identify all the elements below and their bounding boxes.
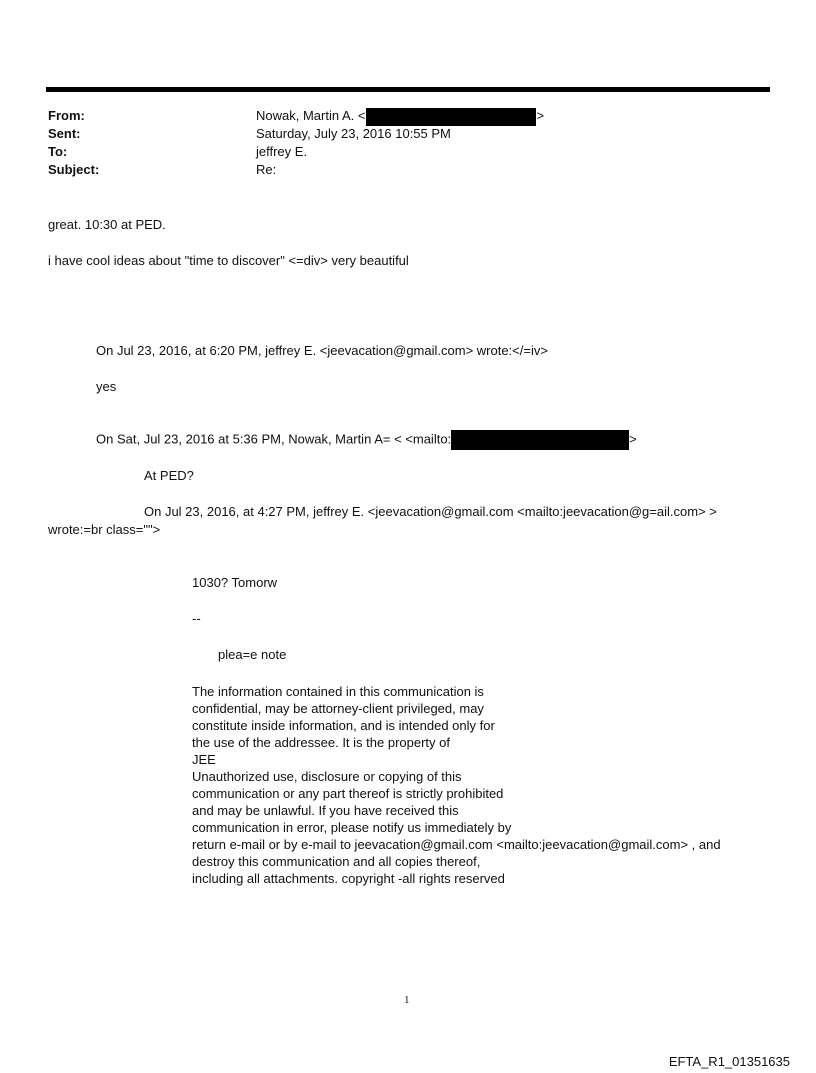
from-bracket: > [536, 108, 545, 123]
redaction-block [366, 108, 536, 126]
quote2-header-text: On Sat, Jul 23, 2016 at 5:36 PM, Nowak, Martin A= < <mailto: [96, 431, 452, 447]
from-label: From: [48, 108, 85, 123]
disclaimer-line: return e-mail or by e-mail to jeevacation@gmail.com <mailto:jeevacation@gmail.com> , and [192, 837, 721, 852]
disclaimer-line: destroy this communication and all copies thereof, [192, 854, 481, 869]
disclaimer-line: communication in error, please notify us immediately by [192, 820, 512, 835]
disclaimer-line: communication or any part thereof is strictly prohibited [192, 786, 504, 801]
disclaimer-line: the use of the addressee. It is the property of [192, 735, 450, 750]
signature-note: plea=e note [218, 647, 287, 662]
body-line-2: i have cool ideas about "time to discover" <=div> very beautiful [48, 253, 409, 268]
quote3-text: 1030? Tomorw [192, 575, 278, 590]
page-number: 1 [404, 994, 410, 1006]
disclaimer-line: The information contained in this communication is [192, 684, 484, 699]
body-line-1: great. 10:30 at PED. [48, 217, 166, 232]
subject-label: Subject: [48, 162, 100, 177]
signature-dashes: -- [192, 611, 201, 626]
to-label: To: [48, 144, 68, 159]
disclaimer-line: JEE [192, 752, 216, 767]
header-rule [46, 87, 770, 92]
sent-label: Sent: [48, 126, 81, 141]
quote3-header-line1: On Jul 23, 2016, at 4:27 PM, jeffrey E. <jeevacation@gmail.com <mailto:jeevacation@g=ail.com> > [144, 504, 717, 519]
sent-value: Saturday, July 23, 2016 10:55 PM [256, 126, 451, 141]
quote1-header: On Jul 23, 2016, at 6:20 PM, jeffrey E. <jeevacation@gmail.com> wrote:</=iv> [96, 343, 548, 358]
disclaimer-line: confidential, may be attorney-client privileged, may [192, 701, 484, 716]
subject-value: Re: [256, 162, 277, 177]
disclaimer-line: Unauthorized use, disclosure or copying of this [192, 769, 462, 784]
from-name: Nowak, Martin A. < [256, 108, 366, 123]
disclaimer-line: including all attachments. copyright -all rights reserved [192, 871, 505, 886]
bates-number: EFTA_R1_01351635 [668, 1054, 790, 1069]
quote2-bracket: > [629, 431, 637, 447]
from-value [256, 107, 544, 126]
quote3-header-line2: wrote:=br class=""> [48, 522, 161, 537]
disclaimer [192, 683, 721, 887]
quote2-text: At PED? [144, 468, 194, 483]
quote2-header [96, 430, 637, 450]
disclaimer-line: and may be unlawful. If you have received this [192, 803, 459, 818]
disclaimer-line: constitute inside information, and is intended only for [192, 718, 495, 733]
redaction-block [451, 430, 629, 450]
quote1-text: yes [96, 379, 117, 394]
to-value: jeffrey E. [256, 144, 308, 159]
